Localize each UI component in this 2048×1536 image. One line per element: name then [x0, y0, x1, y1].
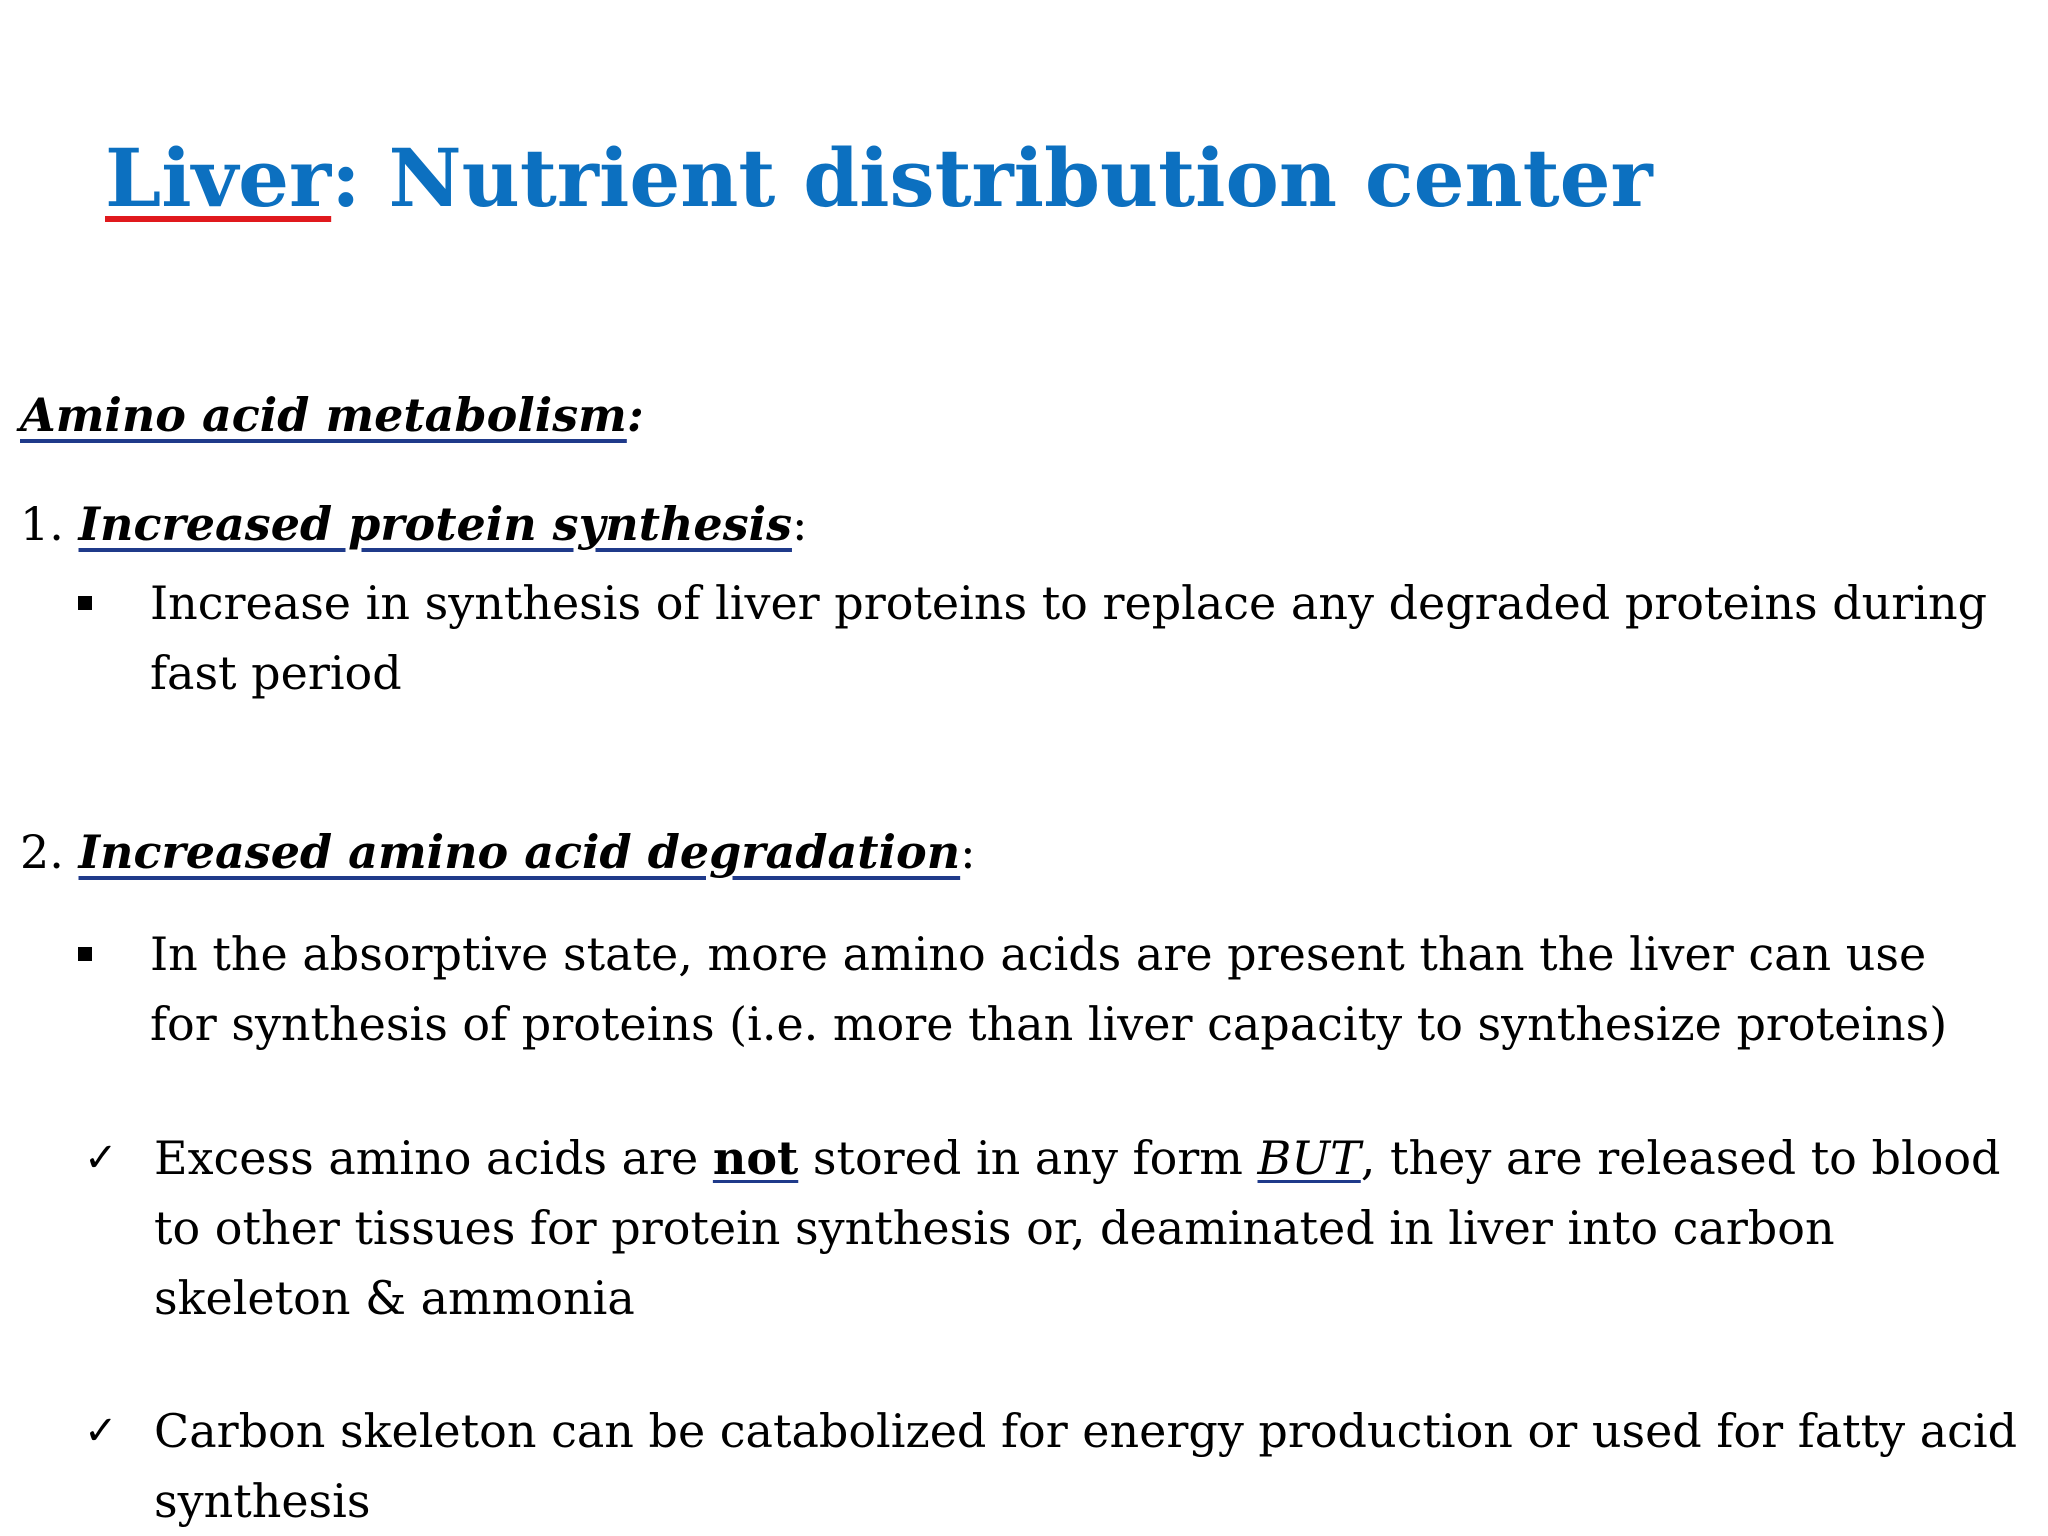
check-mark-icon: ✓ — [84, 1408, 118, 1454]
check-text — [154, 1396, 2048, 1536]
item-label: Increased amino acid degradation — [78, 825, 961, 879]
bullet-line: Increase in synthesis of liver proteins to replace any degraded proteins during — [150, 576, 1988, 630]
check-line: synthesis — [154, 1474, 371, 1528]
section-heading-colon: : — [626, 388, 644, 442]
item-colon: : — [960, 825, 976, 879]
emphasis-not: not — [712, 1131, 799, 1185]
slide-title — [105, 131, 1653, 225]
title-keyword: Liver — [105, 131, 332, 225]
item-number: 1. — [20, 497, 64, 551]
list-item — [72, 568, 2048, 708]
bullet-line: for synthesis of proteins (i.e. more than liver capacity to synthesize proteins) — [150, 997, 1948, 1051]
square-bullet-icon — [78, 947, 92, 961]
item-colon: : — [791, 497, 808, 551]
check-line: skeleton & ammonia — [154, 1271, 635, 1325]
bullet-text — [150, 919, 2048, 1059]
square-bullet-icon — [78, 596, 92, 610]
check-line — [154, 1123, 2048, 1193]
check-mark-icon: ✓ — [84, 1135, 118, 1181]
bullet-line: In the absorptive state, more amino acids are present than the liver can use — [150, 927, 1927, 981]
bullet-line: fast period — [150, 646, 402, 700]
check-line: Carbon skeleton can be catabolized for energy production or used for fatty acid — [154, 1404, 2018, 1458]
bullet-text — [150, 568, 2048, 708]
list-item — [84, 1123, 2048, 1333]
emphasis-but: BUT — [1257, 1131, 1361, 1185]
item-number: 2. — [20, 825, 64, 879]
numbered-item-1 — [20, 497, 807, 552]
list-item — [84, 1396, 2048, 1536]
text-run: stored in any form — [798, 1131, 1258, 1185]
section-heading — [20, 388, 644, 443]
text-run: Excess amino acids are — [154, 1131, 713, 1185]
title-rest: : Nutrient distribution center — [331, 131, 1653, 225]
check-line: to other tissues for protein synthesis or, deaminated in liver into carbon — [154, 1201, 1835, 1255]
numbered-item-2 — [20, 825, 976, 880]
section-heading-text: Amino acid metabolism — [20, 388, 627, 442]
item-label: Increased protein synthesis — [78, 497, 792, 551]
check-text — [154, 1123, 2048, 1333]
list-item — [72, 919, 2048, 1059]
text-run: , they are released to blood — [1360, 1131, 2001, 1185]
